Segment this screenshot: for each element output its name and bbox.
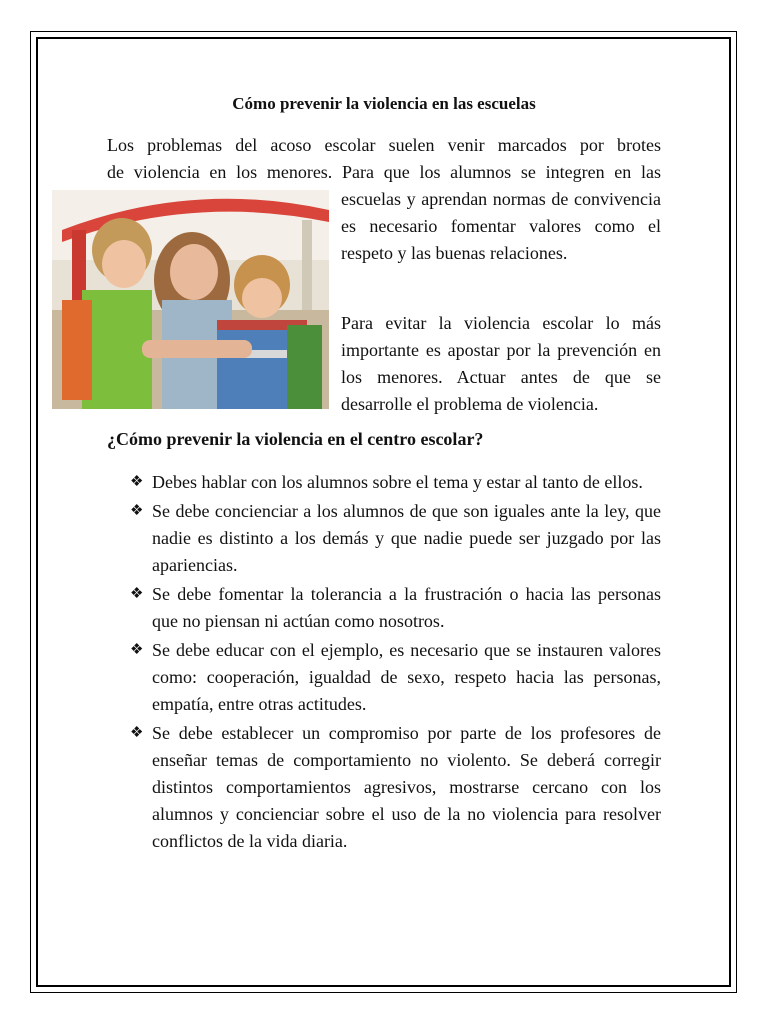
intro-line-2: de violencia en los menores. Para que los alumnos se integren en las — [107, 162, 661, 182]
intro-line-1: Los problemas del acoso escolar suelen venir marcados por brotes — [107, 135, 661, 155]
section-heading: ¿Cómo prevenir la violencia en el centro escolar? — [107, 429, 484, 449]
school-children-photo — [52, 190, 329, 409]
bullet-text: Se debe fomentar la tolerancia a la frustración o hacia las personas que no piensan ni actúan como nosotros. — [152, 584, 661, 631]
four-diamond-icon: ❖ — [130, 474, 144, 490]
paragraph-2: Para evitar la violencia escolar lo más importante es apostar por la prevención en los menores. Actuar antes de que se desarrolle el problema de violencia. — [341, 313, 661, 414]
four-diamond-icon: ❖ — [130, 503, 144, 519]
list-item — [130, 720, 661, 855]
four-diamond-icon: ❖ — [130, 725, 144, 741]
list-item — [130, 498, 661, 579]
intro-wrap-text: escuelas y aprendan normas de convivencia es necesario fomentar valores como el respeto y las buenas relaciones. — [341, 189, 661, 263]
bullet-text: Se debe educar con el ejemplo, es necesario que se instauren valores como: cooperación, igualdad de sexo, respeto hacia las personas, empatía, entre otras actitudes. — [152, 640, 661, 714]
list-item — [130, 581, 661, 635]
photo-illustration — [52, 190, 329, 409]
bullet-list — [130, 469, 661, 857]
four-diamond-icon: ❖ — [130, 642, 144, 658]
four-diamond-icon: ❖ — [130, 586, 144, 602]
list-item — [130, 637, 661, 718]
list-item — [130, 469, 661, 496]
bullet-text: Debes hablar con los alumnos sobre el tema y estar al tanto de ellos. — [152, 472, 643, 492]
bullet-text: Se debe establecer un compromiso por parte de los profesores de enseñar temas de comportamiento no violento. Se deberá corregir distintos comportamientos agresivos, mostrarse cercano con los alumnos y concienciar sobre el uso de la no violencia para resolver conflictos de la vida diaria. — [152, 723, 661, 851]
bullet-text: Se debe concienciar a los alumnos de que son iguales ante la ley, que nadie es distinto a los demás y que nadie puede ser juzgado por las apariencias. — [152, 501, 661, 575]
document-title: Cómo prevenir la violencia en las escuelas — [232, 94, 536, 113]
